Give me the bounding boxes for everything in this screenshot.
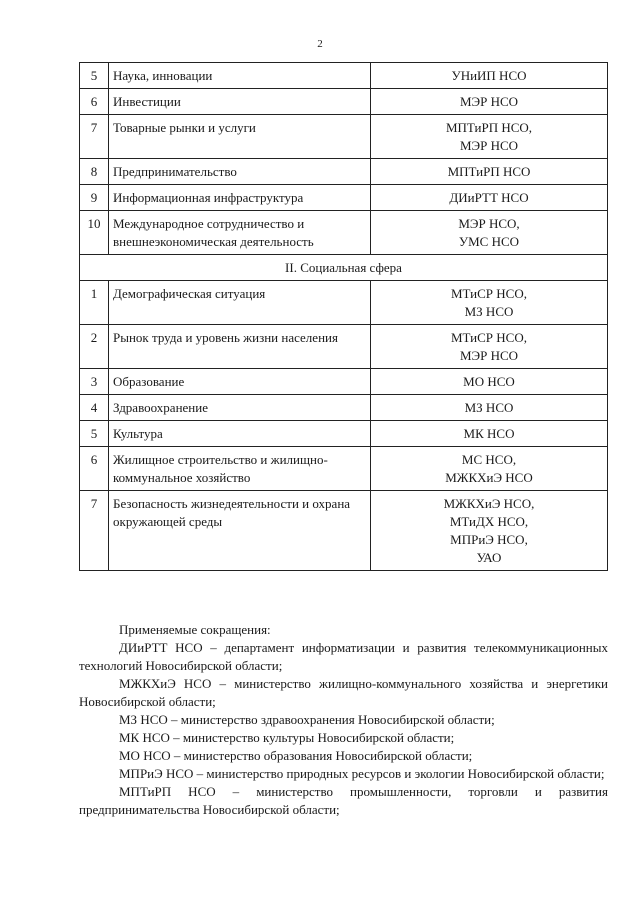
responsible-org: МЗ НСО [464,400,514,415]
abbreviation-item: ДИиРТТ НСО – департамент информатизации и развития телекоммуникационных технологий Новосибирской области; [79,640,608,673]
economy-rows [80,63,608,255]
row-responsible [371,369,608,395]
table-row [80,115,608,159]
table-row [80,89,608,115]
social-rows [80,281,608,571]
responsible-org: МТиСР НСО, [451,286,527,301]
responsible-org: МПРиЭ НСО, [450,532,528,547]
responsible-org: МПТиРП НСО [447,164,531,179]
responsible-org: УАО [476,550,502,565]
notes-list [79,639,608,819]
row-topic: Инвестиции [109,89,371,115]
row-topic: Рынок труда и уровень жизни населения [109,325,371,369]
row-responsible [371,491,608,571]
row-topic: Здравоохранение [109,395,371,421]
abbreviation-item: МПРиЭ НСО – министерство природных ресурсов и экологии Новосибирской области; [119,766,605,781]
table-row [80,421,608,447]
table-row [80,63,608,89]
social-section [80,255,608,281]
row-responsible [371,159,608,185]
row-responsible [371,63,608,89]
table-row [80,281,608,325]
row-topic: Наука, инновации [109,63,371,89]
responsible-org: ДИиРТТ НСО [449,190,529,205]
table-row [80,369,608,395]
row-topic: Безопасность жизнедеятельности и охрана окружающей среды [109,491,371,571]
row-responsible [371,421,608,447]
row-number: 9 [80,185,109,211]
row-number: 6 [80,89,109,115]
row-responsible [371,211,608,255]
responsible-org: УНиИП НСО [451,68,527,83]
responsible-org: МЭР НСО [459,138,519,153]
row-number: 6 [80,447,109,491]
section-header-row [80,255,608,281]
row-number: 5 [80,63,109,89]
responsible-org: МЭР НСО, [458,216,520,231]
row-responsible [371,89,608,115]
row-number: 7 [80,491,109,571]
abbreviation-item: МПТиРП НСО – министерство промышленности, торговли и развития предпринимательства Новосибирской области; [79,784,608,817]
row-number: 1 [80,281,109,325]
table-row [80,159,608,185]
table-row [80,185,608,211]
row-number: 5 [80,421,109,447]
responsible-org: МО НСО [463,374,515,389]
table-row [80,491,608,571]
row-topic: Образование [109,369,371,395]
responsible-org: МЭР НСО [459,94,519,109]
row-topic: Товарные рынки и услуги [109,115,371,159]
abbreviation-item: МК НСО – министерство культуры Новосибирской области; [119,730,455,745]
abbreviation-item: МЖКХиЭ НСО – министерство жилищно-коммунального хозяйства и энергетики Новосибирской области; [79,676,608,709]
responsible-org: МС НСО, [461,452,517,467]
row-topic: Жилищное строительство и жилищно-коммунальное хозяйство [109,447,371,491]
row-responsible [371,185,608,211]
row-responsible [371,281,608,325]
table-row [80,211,608,255]
responsible-org: МЭР НСО [459,348,519,363]
row-number: 8 [80,159,109,185]
row-responsible [371,447,608,491]
abbreviations-notes [79,621,608,819]
row-topic: Информационная инфраструктура [109,185,371,211]
row-topic: Международное сотрудничество и внешнеэкономическая деятельность [109,211,371,255]
row-responsible [371,395,608,421]
row-responsible [371,115,608,159]
row-topic: Демографическая ситуация [109,281,371,325]
row-number: 4 [80,395,109,421]
row-number: 2 [80,325,109,369]
table-row [80,325,608,369]
responsible-org: УМС НСО [458,234,520,249]
row-number: 10 [80,211,109,255]
responsibility-table [79,62,608,571]
abbreviation-item: МО НСО – министерство образования Новосибирской области; [119,748,473,763]
table-row [80,447,608,491]
notes-heading: Применяемые сокращения: [119,622,271,637]
table-row [80,395,608,421]
responsible-org: МК НСО [463,426,515,441]
row-topic: Культура [109,421,371,447]
row-topic: Предпринимательство [109,159,371,185]
responsible-org: МЗ НСО [464,304,514,319]
row-number: 3 [80,369,109,395]
row-responsible [371,325,608,369]
page-number: 2 [317,38,323,50]
responsible-org: МТиСР НСО, [451,330,527,345]
section-header-social: II. Социальная сфера [80,255,608,281]
responsible-org: МЖКХиЭ НСО [445,470,533,485]
responsible-org: МПТиРП НСО, [445,120,533,135]
abbreviation-item: МЗ НСО – министерство здравоохранения Новосибирской области; [119,712,495,727]
responsible-org: МТиДХ НСО, [449,514,529,529]
responsible-org: МЖКХиЭ НСО, [443,496,535,511]
row-number: 7 [80,115,109,159]
